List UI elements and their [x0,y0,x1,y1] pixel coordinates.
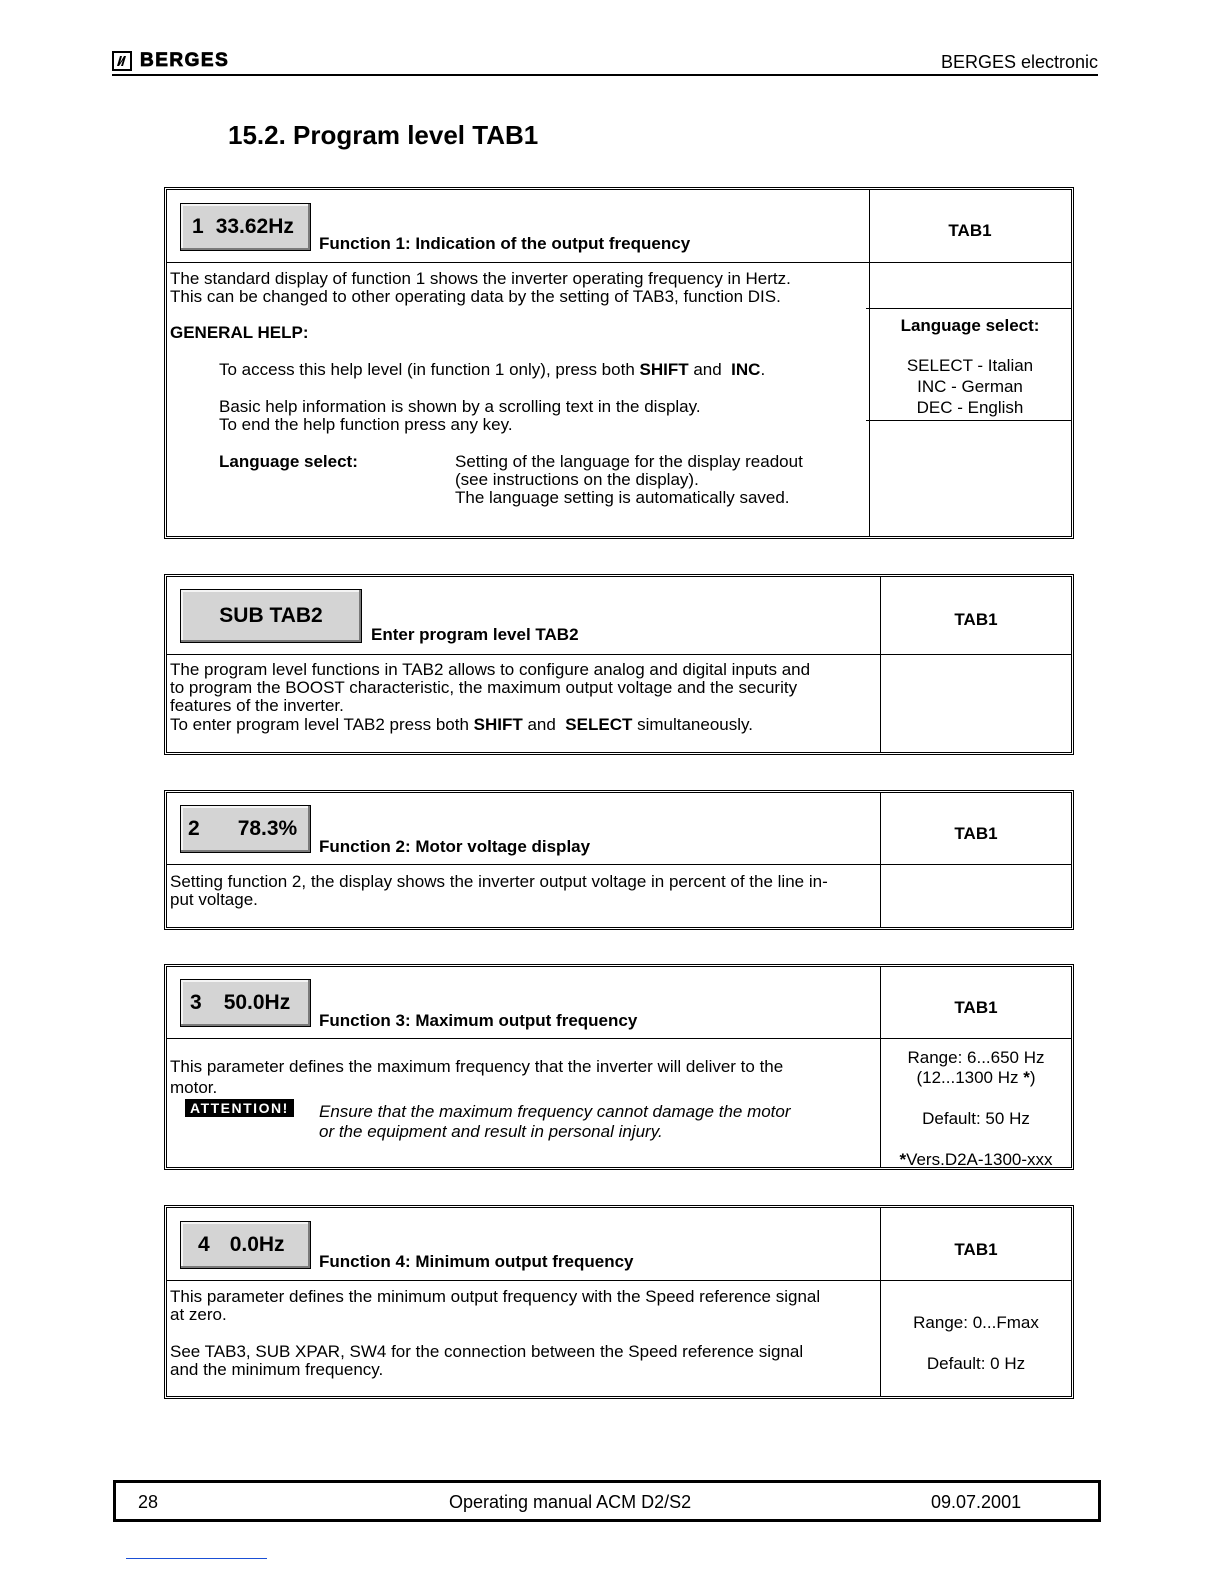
warning-line: Ensure that the maximum frequency cannot damage the motor [319,1102,791,1121]
language-desc-line: The language setting is automatically saved. [455,488,790,507]
description-line: features of the inverter. [170,696,344,715]
side-language-option: INC - German [917,377,1023,396]
display-function-number: 2 [188,817,200,840]
tab-label: TAB1 [948,221,992,240]
description-line: at zero. [170,1305,227,1324]
bottom-rule [126,1558,267,1559]
header-rule [112,74,1098,76]
page-footer [113,1480,1101,1522]
general-help-label: GENERAL HELP: [170,323,309,342]
description-line: put voltage. [170,890,258,909]
lcd-display [180,979,311,1027]
function-1-block [164,187,1074,539]
tab-label: TAB1 [954,998,998,1017]
language-select-label: Language select: [219,452,358,471]
sub-tab2-block [164,574,1074,755]
default-value: Default: 50 Hz [922,1109,1030,1128]
tab-label: TAB1 [954,610,998,629]
help-line: Basic help information is shown by a scrolling text in the display. [219,397,701,416]
lcd-display [180,1221,311,1269]
intro-line: This can be changed to other operating data by the setting of TAB3, function DIS. [170,287,781,306]
display-value: 50.0Hz [223,991,291,1014]
intro-line: The standard display of function 1 shows the inverter operating frequency in Hertz. [170,269,791,288]
display-value: 78.3% [237,817,298,840]
help-line: To end the help function press any key. [219,415,513,434]
version-note: *Vers.D2A-1300-xxx [899,1150,1053,1169]
section-title: 15.2. Program level TAB1 [228,120,539,150]
company-name: BERGES electronic [940,52,1098,72]
function-title: Enter program level TAB2 [371,625,579,644]
range-value: Range: 0...Fmax [913,1313,1039,1332]
publish-date: 09.07.2001 [931,1492,1022,1512]
description-line: to program the BOOST characteristic, the maximum output voltage and the security [170,678,798,697]
lcd-display [180,203,311,251]
default-value: Default: 0 Hz [926,1354,1026,1373]
function-3-block [164,964,1074,1170]
tab-label: TAB1 [954,824,998,843]
display-function-number: 1 [192,215,204,238]
warning-line: or the equipment and result in personal injury. [319,1122,663,1141]
brand-logo [112,50,229,72]
page-number: 28 [138,1492,159,1512]
display-value: 0.0Hz [229,1233,285,1256]
function-title: Function 4: Minimum output frequency [319,1252,634,1271]
help-access-text: To access this help level (in function 1 only), press both SHIFT and INC. [219,360,766,379]
language-desc-line: Setting of the language for the display readout [455,452,803,471]
description-line: See TAB3, SUB XPAR, SW4 for the connection between the Speed reference signal [170,1342,804,1361]
enter-instruction: To enter program level TAB2 press both SHIFT and SELECT simultaneously. [170,715,753,734]
lcd-display [180,589,362,643]
function-title: Function 3: Maximum output frequency [319,1011,638,1030]
description-line: Setting function 2, the display shows the inverter output voltage in percent of the line in- [170,872,828,891]
description-line: motor. [170,1078,218,1097]
range-value: Range: 6...650 Hz [907,1048,1045,1067]
description-line: and the minimum frequency. [170,1360,384,1379]
display-function-number: 4 [198,1233,210,1256]
display-function-number: 3 [190,991,202,1014]
attention-badge: ATTENTION! [185,1099,294,1117]
side-language-option: SELECT - Italian [906,356,1034,375]
side-language-option: DEC - English [916,398,1024,417]
function-title: Function 2: Motor voltage display [319,837,591,856]
function-4-block [164,1205,1074,1399]
function-title: Function 1: Indication of the output frequency [319,234,691,253]
language-desc-line: (see instructions on the display). [455,470,699,489]
description-line: The program level functions in TAB2 allows to configure analog and digital inputs and [170,660,811,679]
side-language-heading: Language select: [900,316,1040,335]
lcd-display [180,805,311,853]
description-line: This parameter defines the maximum frequency that the inverter will deliver to the [170,1057,784,1076]
tab-label: TAB1 [954,1240,998,1259]
display-value: 33.62Hz [215,215,294,238]
manual-title: Operating manual ACM D2/S2 [449,1492,692,1512]
display-value: SUB TAB2 [219,604,323,627]
function-2-block [164,790,1074,930]
description-line: This parameter defines the minimum output frequency with the Speed reference signal [170,1287,821,1306]
range-value-alt: (12...1300 Hz *) [916,1068,1036,1087]
berges-logo-icon [112,51,132,71]
brand-name: BERGES [140,50,230,71]
